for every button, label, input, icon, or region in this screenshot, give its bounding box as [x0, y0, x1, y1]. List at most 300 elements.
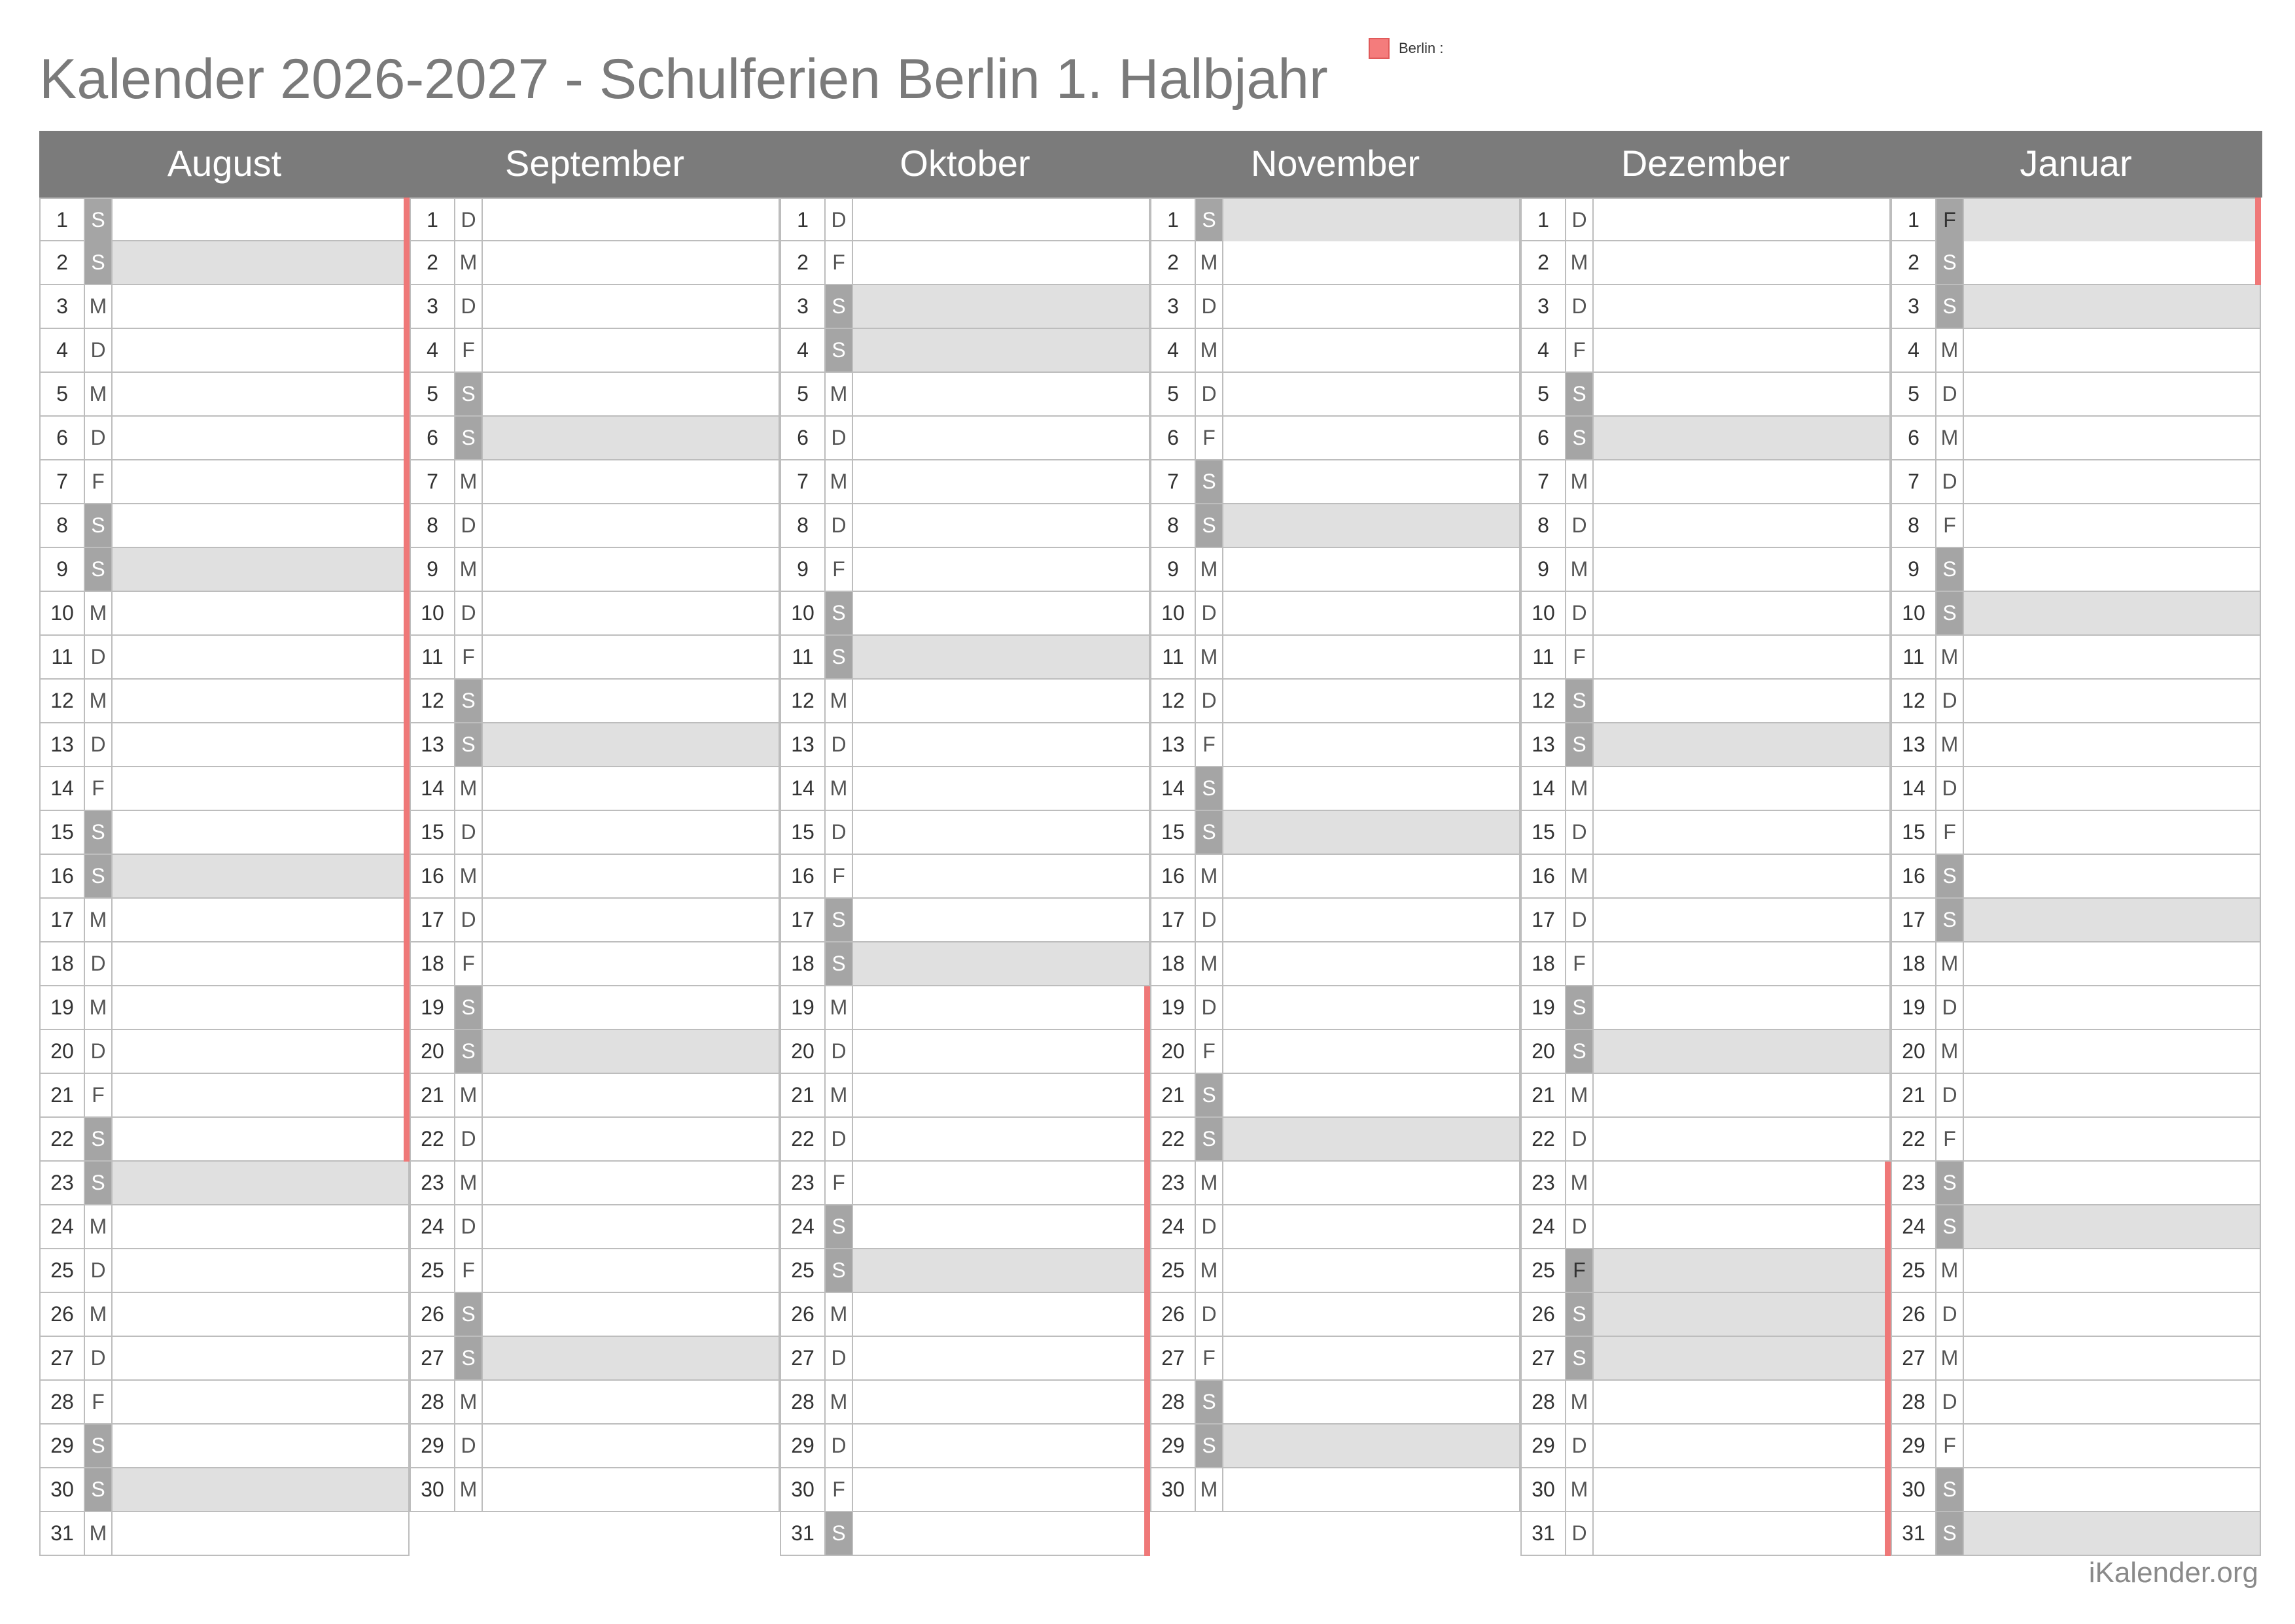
day-row[interactable]	[39, 723, 410, 767]
day-note-cell[interactable]	[1223, 942, 1519, 985]
day-note-cell[interactable]	[853, 285, 1149, 328]
day-row[interactable]	[1150, 1337, 1520, 1381]
day-note-cell[interactable]	[1964, 986, 2260, 1029]
day-row[interactable]	[39, 1468, 410, 1512]
day-note-cell[interactable]	[1223, 592, 1519, 634]
day-row[interactable]	[1520, 460, 1891, 504]
day-row[interactable]	[1891, 548, 2261, 592]
day-row[interactable]	[1520, 198, 1891, 241]
day-note-cell[interactable]	[483, 723, 779, 766]
day-row[interactable]	[780, 1512, 1150, 1556]
day-note-cell[interactable]	[1223, 723, 1519, 766]
day-row[interactable]	[780, 329, 1150, 373]
day-note-cell[interactable]	[853, 417, 1149, 459]
day-note-cell[interactable]	[483, 1468, 779, 1511]
day-note-cell[interactable]	[853, 811, 1149, 854]
day-row[interactable]	[1520, 899, 1891, 942]
day-row[interactable]	[1520, 986, 1891, 1030]
day-row[interactable]	[1150, 855, 1520, 899]
day-row[interactable]	[39, 241, 410, 285]
day-row[interactable]	[39, 1337, 410, 1381]
day-note-cell[interactable]	[483, 592, 779, 634]
day-row[interactable]	[780, 1293, 1150, 1337]
day-note-cell[interactable]	[853, 329, 1149, 371]
day-note-cell[interactable]	[1594, 504, 1889, 547]
day-note-cell[interactable]	[1223, 1249, 1519, 1292]
day-row[interactable]	[780, 1074, 1150, 1118]
day-row[interactable]	[780, 1468, 1150, 1512]
day-note-cell[interactable]	[853, 548, 1149, 591]
day-note-cell[interactable]	[483, 899, 779, 941]
day-note-cell[interactable]	[853, 1381, 1149, 1423]
day-row[interactable]	[1520, 1162, 1891, 1205]
day-note-cell[interactable]	[1223, 767, 1519, 810]
day-note-cell[interactable]	[483, 1030, 779, 1073]
day-note-cell[interactable]	[113, 329, 408, 371]
day-row[interactable]	[410, 1293, 780, 1337]
day-note-cell[interactable]	[1594, 1205, 1889, 1248]
day-row[interactable]	[1891, 1030, 2261, 1074]
day-note-cell[interactable]	[1964, 460, 2260, 503]
day-note-cell[interactable]	[1964, 417, 2260, 459]
day-note-cell[interactable]	[1964, 548, 2260, 591]
day-row[interactable]	[1520, 241, 1891, 285]
day-note-cell[interactable]	[113, 460, 408, 503]
day-row[interactable]	[39, 285, 410, 329]
day-row[interactable]	[1891, 942, 2261, 986]
day-row[interactable]	[39, 1162, 410, 1205]
day-note-cell[interactable]	[1594, 1425, 1889, 1467]
day-row[interactable]	[1150, 1118, 1520, 1162]
day-note-cell[interactable]	[113, 899, 408, 941]
day-note-cell[interactable]	[1223, 899, 1519, 941]
day-note-cell[interactable]	[1964, 1118, 2260, 1160]
day-note-cell[interactable]	[113, 723, 408, 766]
day-note-cell[interactable]	[1964, 767, 2260, 810]
day-row[interactable]	[1891, 1468, 2261, 1512]
day-note-cell[interactable]	[853, 504, 1149, 547]
day-note-cell[interactable]	[113, 811, 408, 854]
day-row[interactable]	[1891, 1205, 2261, 1249]
day-row[interactable]	[410, 1381, 780, 1425]
day-note-cell[interactable]	[113, 548, 408, 591]
day-row[interactable]	[410, 811, 780, 855]
day-note-cell[interactable]	[1223, 373, 1519, 415]
day-note-cell[interactable]	[483, 1118, 779, 1160]
day-note-cell[interactable]	[1594, 1030, 1889, 1073]
day-note-cell[interactable]	[1223, 1425, 1519, 1467]
day-row[interactable]	[1520, 592, 1891, 636]
day-row[interactable]	[780, 1381, 1150, 1425]
day-row[interactable]	[1150, 767, 1520, 811]
day-row[interactable]	[1520, 373, 1891, 417]
day-row[interactable]	[1520, 1381, 1891, 1425]
day-row[interactable]	[1520, 548, 1891, 592]
day-note-cell[interactable]	[1964, 373, 2260, 415]
day-row[interactable]	[1150, 373, 1520, 417]
day-row[interactable]	[780, 198, 1150, 241]
day-row[interactable]	[410, 417, 780, 460]
day-row[interactable]	[410, 899, 780, 942]
day-row[interactable]	[1150, 942, 1520, 986]
day-note-cell[interactable]	[1223, 460, 1519, 503]
day-note-cell[interactable]	[113, 1205, 408, 1248]
day-row[interactable]	[1150, 680, 1520, 723]
day-note-cell[interactable]	[1223, 548, 1519, 591]
day-row[interactable]	[410, 460, 780, 504]
day-row[interactable]	[39, 986, 410, 1030]
day-row[interactable]	[39, 1205, 410, 1249]
day-note-cell[interactable]	[483, 1425, 779, 1467]
day-row[interactable]	[410, 1468, 780, 1512]
day-row[interactable]	[1150, 1205, 1520, 1249]
day-row[interactable]	[1150, 1425, 1520, 1468]
day-note-cell[interactable]	[1223, 1337, 1519, 1379]
day-note-cell[interactable]	[853, 1425, 1149, 1467]
day-note-cell[interactable]	[113, 1425, 408, 1467]
day-row[interactable]	[1891, 504, 2261, 548]
day-row[interactable]	[410, 241, 780, 285]
day-note-cell[interactable]	[853, 1293, 1149, 1336]
day-note-cell[interactable]	[483, 1249, 779, 1292]
day-row[interactable]	[39, 198, 410, 241]
day-row[interactable]	[780, 373, 1150, 417]
day-row[interactable]	[39, 1030, 410, 1074]
day-note-cell[interactable]	[483, 417, 779, 459]
day-row[interactable]	[39, 942, 410, 986]
day-note-cell[interactable]	[113, 1337, 408, 1379]
day-row[interactable]	[1891, 855, 2261, 899]
day-note-cell[interactable]	[1594, 1249, 1889, 1292]
day-note-cell[interactable]	[483, 373, 779, 415]
day-note-cell[interactable]	[483, 942, 779, 985]
day-note-cell[interactable]	[1964, 1162, 2260, 1204]
day-note-cell[interactable]	[1594, 548, 1889, 591]
day-note-cell[interactable]	[853, 199, 1149, 241]
day-note-cell[interactable]	[483, 811, 779, 854]
day-row[interactable]	[410, 1074, 780, 1118]
day-note-cell[interactable]	[853, 1205, 1149, 1248]
day-note-cell[interactable]	[483, 1162, 779, 1204]
day-note-cell[interactable]	[853, 1162, 1149, 1204]
day-row[interactable]	[410, 1118, 780, 1162]
day-row[interactable]	[780, 1249, 1150, 1293]
day-row[interactable]	[1150, 1074, 1520, 1118]
day-note-cell[interactable]	[1594, 199, 1889, 241]
day-note-cell[interactable]	[113, 680, 408, 722]
day-row[interactable]	[1150, 504, 1520, 548]
day-row[interactable]	[780, 1205, 1150, 1249]
day-row[interactable]	[1520, 942, 1891, 986]
day-row[interactable]	[410, 1162, 780, 1205]
day-row[interactable]	[780, 241, 1150, 285]
day-row[interactable]	[780, 680, 1150, 723]
day-row[interactable]	[780, 855, 1150, 899]
day-note-cell[interactable]	[1223, 636, 1519, 678]
day-row[interactable]	[1150, 548, 1520, 592]
day-row[interactable]	[780, 811, 1150, 855]
day-row[interactable]	[780, 723, 1150, 767]
day-row[interactable]	[39, 417, 410, 460]
day-note-cell[interactable]	[113, 199, 408, 241]
day-row[interactable]	[410, 548, 780, 592]
day-row[interactable]	[39, 767, 410, 811]
day-note-cell[interactable]	[1964, 636, 2260, 678]
day-note-cell[interactable]	[1964, 285, 2260, 328]
day-note-cell[interactable]	[113, 1293, 408, 1336]
day-note-cell[interactable]	[483, 1293, 779, 1336]
day-note-cell[interactable]	[1964, 1381, 2260, 1423]
day-row[interactable]	[1520, 1468, 1891, 1512]
day-note-cell[interactable]	[1223, 1205, 1519, 1248]
day-note-cell[interactable]	[113, 1118, 408, 1160]
day-row[interactable]	[1891, 373, 2261, 417]
day-note-cell[interactable]	[1594, 1381, 1889, 1423]
day-note-cell[interactable]	[853, 1030, 1149, 1073]
day-note-cell[interactable]	[113, 942, 408, 985]
day-note-cell[interactable]	[1223, 855, 1519, 897]
day-row[interactable]	[780, 1118, 1150, 1162]
day-note-cell[interactable]	[1594, 1512, 1889, 1555]
day-note-cell[interactable]	[1594, 417, 1889, 459]
day-row[interactable]	[1520, 1030, 1891, 1074]
day-note-cell[interactable]	[853, 1337, 1149, 1379]
day-row[interactable]	[39, 373, 410, 417]
day-row[interactable]	[1891, 811, 2261, 855]
day-row[interactable]	[410, 1030, 780, 1074]
day-note-cell[interactable]	[483, 504, 779, 547]
day-note-cell[interactable]	[483, 285, 779, 328]
day-row[interactable]	[1520, 1074, 1891, 1118]
day-note-cell[interactable]	[113, 504, 408, 547]
day-row[interactable]	[780, 1337, 1150, 1381]
day-row[interactable]	[1891, 460, 2261, 504]
day-note-cell[interactable]	[1594, 241, 1889, 284]
day-note-cell[interactable]	[1594, 373, 1889, 415]
day-row[interactable]	[780, 767, 1150, 811]
day-note-cell[interactable]	[1223, 1381, 1519, 1423]
day-note-cell[interactable]	[853, 592, 1149, 634]
day-row[interactable]	[780, 504, 1150, 548]
day-note-cell[interactable]	[113, 373, 408, 415]
day-row[interactable]	[1891, 1381, 2261, 1425]
day-row[interactable]	[410, 636, 780, 680]
day-note-cell[interactable]	[1964, 1512, 2260, 1555]
day-row[interactable]	[39, 329, 410, 373]
day-row[interactable]	[1150, 460, 1520, 504]
day-row[interactable]	[39, 1381, 410, 1425]
day-note-cell[interactable]	[483, 636, 779, 678]
day-note-cell[interactable]	[483, 680, 779, 722]
day-note-cell[interactable]	[1964, 1249, 2260, 1292]
day-note-cell[interactable]	[1223, 1162, 1519, 1204]
day-row[interactable]	[1891, 1249, 2261, 1293]
day-row[interactable]	[1520, 1249, 1891, 1293]
day-row[interactable]	[410, 285, 780, 329]
day-note-cell[interactable]	[1594, 592, 1889, 634]
day-row[interactable]	[1520, 1512, 1891, 1556]
day-row[interactable]	[1891, 285, 2261, 329]
day-note-cell[interactable]	[113, 1249, 408, 1292]
day-row[interactable]	[1520, 417, 1891, 460]
day-row[interactable]	[410, 855, 780, 899]
day-note-cell[interactable]	[1594, 986, 1889, 1029]
day-note-cell[interactable]	[1964, 1074, 2260, 1116]
day-note-cell[interactable]	[113, 855, 408, 897]
day-row[interactable]	[410, 373, 780, 417]
day-row[interactable]	[1150, 329, 1520, 373]
day-note-cell[interactable]	[483, 329, 779, 371]
day-row[interactable]	[39, 1118, 410, 1162]
day-row[interactable]	[39, 899, 410, 942]
day-note-cell[interactable]	[1594, 1337, 1889, 1379]
day-note-cell[interactable]	[1223, 417, 1519, 459]
day-note-cell[interactable]	[1594, 680, 1889, 722]
day-note-cell[interactable]	[1594, 899, 1889, 941]
day-note-cell[interactable]	[1594, 285, 1889, 328]
day-note-cell[interactable]	[1223, 1293, 1519, 1336]
day-row[interactable]	[780, 636, 1150, 680]
day-note-cell[interactable]	[1594, 855, 1889, 897]
day-row[interactable]	[1891, 636, 2261, 680]
day-row[interactable]	[1520, 504, 1891, 548]
day-note-cell[interactable]	[1964, 1425, 2260, 1467]
day-row[interactable]	[39, 504, 410, 548]
day-note-cell[interactable]	[483, 548, 779, 591]
day-note-cell[interactable]	[1594, 1074, 1889, 1116]
day-note-cell[interactable]	[1964, 199, 2260, 241]
day-row[interactable]	[1520, 1425, 1891, 1468]
day-row[interactable]	[1520, 680, 1891, 723]
day-note-cell[interactable]	[1964, 811, 2260, 854]
day-row[interactable]	[1891, 680, 2261, 723]
day-row[interactable]	[39, 1425, 410, 1468]
day-row[interactable]	[39, 460, 410, 504]
day-row[interactable]	[1891, 986, 2261, 1030]
day-note-cell[interactable]	[1964, 1468, 2260, 1511]
day-note-cell[interactable]	[853, 986, 1149, 1029]
day-note-cell[interactable]	[853, 1249, 1149, 1292]
day-note-cell[interactable]	[853, 855, 1149, 897]
day-row[interactable]	[410, 767, 780, 811]
day-note-cell[interactable]	[853, 460, 1149, 503]
day-note-cell[interactable]	[853, 373, 1149, 415]
day-note-cell[interactable]	[1223, 285, 1519, 328]
day-note-cell[interactable]	[113, 1512, 408, 1555]
day-note-cell[interactable]	[853, 241, 1149, 284]
day-row[interactable]	[1891, 1293, 2261, 1337]
day-row[interactable]	[410, 723, 780, 767]
day-note-cell[interactable]	[1964, 1030, 2260, 1073]
day-row[interactable]	[39, 592, 410, 636]
day-note-cell[interactable]	[113, 636, 408, 678]
day-note-cell[interactable]	[1594, 1468, 1889, 1511]
day-note-cell[interactable]	[853, 899, 1149, 941]
day-row[interactable]	[1150, 198, 1520, 241]
day-note-cell[interactable]	[1964, 329, 2260, 371]
day-row[interactable]	[1150, 1381, 1520, 1425]
day-note-cell[interactable]	[483, 1381, 779, 1423]
day-row[interactable]	[39, 1249, 410, 1293]
day-row[interactable]	[1520, 329, 1891, 373]
day-note-cell[interactable]	[1964, 855, 2260, 897]
day-note-cell[interactable]	[1964, 1205, 2260, 1248]
footer-brand[interactable]: iKalender.org	[2088, 1557, 2258, 1589]
day-note-cell[interactable]	[1223, 504, 1519, 547]
day-note-cell[interactable]	[1594, 1162, 1889, 1204]
day-row[interactable]	[1150, 986, 1520, 1030]
day-note-cell[interactable]	[483, 1205, 779, 1248]
day-row[interactable]	[1150, 285, 1520, 329]
day-row[interactable]	[410, 198, 780, 241]
day-row[interactable]	[780, 592, 1150, 636]
day-row[interactable]	[780, 1030, 1150, 1074]
day-row[interactable]	[1891, 1074, 2261, 1118]
day-row[interactable]	[1150, 636, 1520, 680]
day-note-cell[interactable]	[1594, 460, 1889, 503]
day-row[interactable]	[410, 1337, 780, 1381]
day-row[interactable]	[1891, 329, 2261, 373]
day-note-cell[interactable]	[1223, 811, 1519, 854]
day-row[interactable]	[410, 942, 780, 986]
day-note-cell[interactable]	[853, 1118, 1149, 1160]
day-row[interactable]	[1520, 285, 1891, 329]
day-row[interactable]	[1891, 1118, 2261, 1162]
day-note-cell[interactable]	[853, 767, 1149, 810]
day-note-cell[interactable]	[113, 241, 408, 284]
day-note-cell[interactable]	[1223, 329, 1519, 371]
day-note-cell[interactable]	[113, 1468, 408, 1511]
day-note-cell[interactable]	[1964, 680, 2260, 722]
day-note-cell[interactable]	[483, 199, 779, 241]
day-row[interactable]	[1150, 723, 1520, 767]
day-row[interactable]	[780, 548, 1150, 592]
day-note-cell[interactable]	[483, 767, 779, 810]
day-row[interactable]	[1520, 855, 1891, 899]
day-row[interactable]	[1891, 1512, 2261, 1556]
day-note-cell[interactable]	[1223, 680, 1519, 722]
day-note-cell[interactable]	[1964, 1293, 2260, 1336]
day-note-cell[interactable]	[853, 723, 1149, 766]
day-note-cell[interactable]	[1594, 1293, 1889, 1336]
day-row[interactable]	[1891, 241, 2261, 285]
day-row[interactable]	[780, 1162, 1150, 1205]
day-note-cell[interactable]	[1223, 1030, 1519, 1073]
day-note-cell[interactable]	[1594, 723, 1889, 766]
day-note-cell[interactable]	[483, 241, 779, 284]
day-row[interactable]	[1150, 899, 1520, 942]
day-note-cell[interactable]	[113, 1030, 408, 1073]
day-note-cell[interactable]	[853, 1074, 1149, 1116]
day-note-cell[interactable]	[113, 592, 408, 634]
day-note-cell[interactable]	[113, 285, 408, 328]
day-note-cell[interactable]	[1964, 592, 2260, 634]
day-row[interactable]	[1891, 198, 2261, 241]
day-row[interactable]	[39, 1512, 410, 1556]
day-row[interactable]	[410, 1205, 780, 1249]
day-row[interactable]	[39, 1074, 410, 1118]
day-row[interactable]	[39, 680, 410, 723]
day-row[interactable]	[1150, 1293, 1520, 1337]
day-row[interactable]	[1520, 811, 1891, 855]
day-row[interactable]	[1150, 1468, 1520, 1512]
day-row[interactable]	[1891, 1162, 2261, 1205]
day-row[interactable]	[39, 636, 410, 680]
day-note-cell[interactable]	[1964, 241, 2260, 284]
day-row[interactable]	[780, 1425, 1150, 1468]
day-note-cell[interactable]	[113, 767, 408, 810]
day-row[interactable]	[1891, 592, 2261, 636]
